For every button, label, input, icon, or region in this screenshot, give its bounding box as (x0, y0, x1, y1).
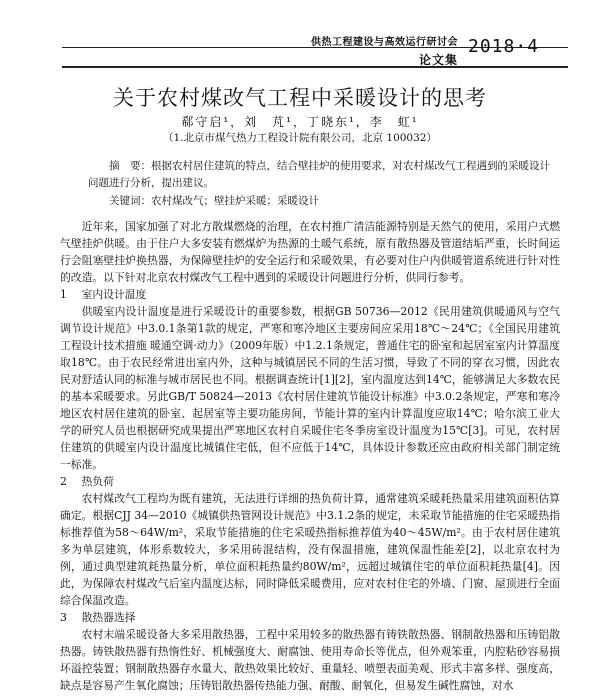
section-number: 3 (60, 611, 67, 624)
intro-paragraph: 近年来，国家加强了对北方散煤燃烧的治理，在农村推广清洁能源特别是天然气的使用，采用户式燃气壁挂炉供暖。由于住户大多安装有燃煤炉为热源的土暖气系统，原有散热器及管道结垢严重，长时间运行会阻塞壁挂炉换热器，为保障壁挂炉的安全运行和采暖效果，有必要对住户内供暖管道系统进行针对性的改造。以下针对北京农村煤改气工程中遇到的采暖设计问题进行分析，供同行参考。 (60, 220, 560, 284)
section-number: 1 (60, 288, 67, 301)
issue-number: 2018·4 (468, 36, 540, 57)
header-rule-bottom (62, 66, 568, 68)
affiliation: （1.北京市煤气热力工程设计院有限公司，北京 100032） (163, 132, 437, 144)
section-title: 散热器选择 (81, 611, 136, 624)
section-title: 热负荷 (81, 475, 114, 488)
body-text (60, 218, 560, 694)
section-heading (60, 473, 560, 490)
section-heading (60, 609, 560, 626)
body-paragraph: 农村末端采暖设备大多采用散热器，工程中采用较多的散热器有铸铁散热器、钢制散热器和压铸铝散热器。铸铁散热器有热惰性好、机械强度大、耐腐蚀、使用寿命长等优点，但外观笨重，内腔粘砂容易损坏溢控装置；钢制散热器存水量大、散热效果比较好、重量轻、喷塑表面美观、形式丰富多样、强度高，缺点是容易产生氧化腐蚀；压铸铝散热器传热能力强、耐酸、耐氧化，但易发生碱性腐蚀，对水 (60, 628, 560, 692)
body-paragraph: 农村煤改气工程均为既有建筑，无法进行详细的热负荷计算，通常建筑采暖耗热量采用建筑面积估算确定。根据CJJ 34—2010《城镇供热管网设计规范》中3.1.2条的规定，未采取节能措施的住宅采暖热指标推荐值为58～64W/m²，采取节能措施的住宅采暖热指标推荐值为40～45W/m²。由于农村居住建筑多为单层建筑，体形系数较大，多采用砖混结构，没有保温措施，建筑保温性能差[2]，以北京农村为例，通过典型建筑耗热量分析，单位面积耗热量约80W/m²，远超过城镇住宅的单位面积耗热量[4]。因此，为保障农村煤改气后室内温度达标，同时降低采暖费用，应对农村住宅的外墙、门窗、屋顶进行全面综合保温改造。 (60, 492, 560, 607)
body-paragraph: 供暖室内设计温度是进行采暖设计的重要参数，根据GB 50736—2012《民用建筑供暖通风与空气调节设计规范》中3.0.1条第1款的规定，严寒和寒冷地区主要房间应采用18℃～24℃；《全国民用建筑工程设计技术措施 暖通空调·动力》（2009年版）中1.2.1条规定，普通住宅的卧室和起居室室内计算温度取18℃。由于农民经常进出室内外，这种与城镇居民不同的生活习惯，导致了不同的穿衣习惯，因此农民对舒适认同的标准与城市居民也不同。根据调查统计[1][2]，室内温度达到14℃，能够满足大多数农民的基本采暖要求。另此GB/T 50824—2013《农村居住建筑节能设计标准》中3.0.2条规定，严寒和寒冷地区农村居住建筑的卧室、起居室等主要功能房间，节能计算的室内计算温度应取14℃；哈尔滨工业大学的研究人员也根据研究成果提出严寒地区农村自采暖住宅冬季房室设计温度为15℃[3]。可见，农村居住建筑的供暖室内设计温度比城镇住宅低，但不应低于14℃，具体设计参数还应由政府相关部门制定统一标准。 (60, 305, 560, 471)
section-label: 论文集 (418, 53, 458, 67)
paper-title: 关于农村煤改气工程中采暖设计的思考 (113, 86, 487, 110)
section-heading (60, 286, 560, 303)
section-number: 2 (60, 475, 67, 488)
section-title: 室内设计温度 (81, 288, 147, 301)
abstract: 摘 要：根据农村居住建筑的特点，结合壁挂炉的使用要求，对农村煤改气工程遇到的采暖设计问题进行分析，提出建议。 (88, 160, 550, 189)
keywords: 关键词：农村煤改气；壁挂炉采暖；采暖设计 (109, 195, 319, 207)
authors: 郗守启¹，刘 芃¹，丁晓东¹，李 虹¹ (181, 115, 419, 129)
journal-name: 供热工程建设与高效运行研讨会 (311, 37, 458, 48)
